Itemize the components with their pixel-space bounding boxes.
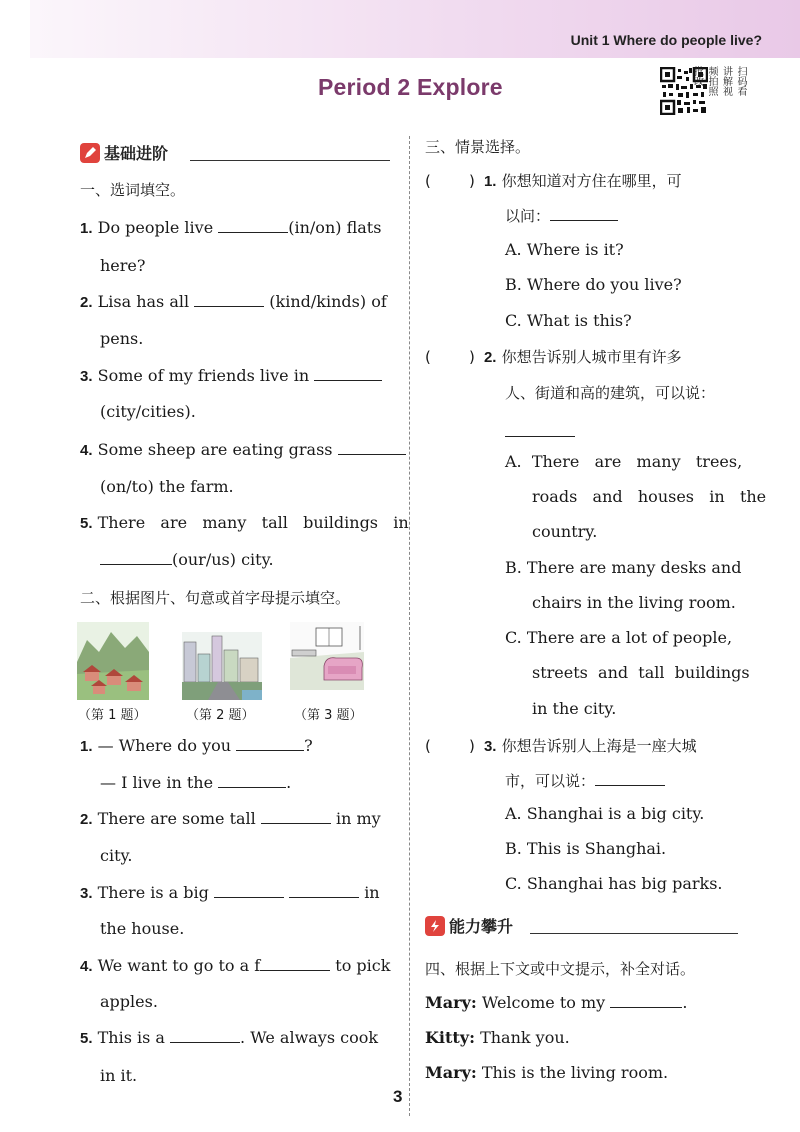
section-basic: [80, 141, 168, 164]
answer-blank[interactable]: [505, 422, 575, 437]
option-a[interactable]: A. There are many trees,: [505, 452, 743, 471]
part1-q5: 5. There are many tall buildings in: [80, 513, 409, 532]
option-b[interactable]: B. This is Shanghai.: [505, 839, 667, 858]
picture-caption-3: （第 3 题）: [294, 708, 363, 723]
living-room-picture: [290, 622, 364, 690]
qr-caption-col: 扫码看: [735, 66, 746, 96]
option-c-cont: streets and tall buildings: [532, 663, 750, 682]
answer-blank[interactable]: [218, 773, 286, 788]
part2-q3: 3. There is a big in: [80, 883, 380, 902]
answer-blank[interactable]: [214, 883, 284, 898]
village-picture: [77, 622, 149, 700]
part1-q4: 4. Some sheep are eating grass: [80, 440, 406, 459]
section-underline: [190, 160, 390, 161]
part3-q1: ( ) 1. 你想知道对方住在哪里，可: [425, 172, 682, 190]
answer-blank[interactable]: [550, 206, 618, 221]
part1-q2-cont: pens.: [100, 329, 144, 348]
page-number: 3: [393, 1087, 403, 1106]
unit-title: Unit 1 Where do people live?: [570, 32, 762, 48]
part3-q2: ( ) 2. 你想告诉别人城市里有许多: [425, 348, 682, 366]
answer-paren[interactable]: ( ): [425, 737, 475, 755]
answer-blank[interactable]: [595, 771, 665, 786]
answer-paren[interactable]: ( ): [425, 348, 475, 366]
part1-q1-cont: here?: [100, 256, 146, 275]
part3-q2-cont: 人、街道和高的建筑，可以说：: [505, 384, 716, 402]
part1-title: 一、选词填空。: [80, 181, 186, 199]
part3-q1-cont: 以问：: [505, 205, 618, 226]
part3-title: 三、情景选择。: [425, 138, 531, 156]
answer-blank[interactable]: [236, 736, 304, 751]
dialogue-line-3: Mary: This is the living room.: [425, 1063, 669, 1082]
part2-q5-cont: in it.: [100, 1066, 138, 1085]
option-b[interactable]: B. Where do you live?: [505, 275, 682, 294]
column-divider: [409, 136, 410, 1116]
part2-q5: 5. This is a . We always cook: [80, 1028, 379, 1047]
qr-caption-col: 频拍照: [706, 66, 717, 96]
answer-blank[interactable]: [261, 809, 331, 824]
part3-q3: ( ) 3. 你想告诉别人上海是一座大城: [425, 737, 697, 755]
pencil-icon: [80, 143, 100, 163]
part2-q1-cont: — I live in the .: [100, 773, 292, 792]
part2-q3-cont: the house.: [100, 919, 185, 938]
section-basic-title: 基础进阶: [104, 144, 169, 163]
part3-q3-cont: 市，可以说：: [505, 770, 665, 791]
section-advanced-title: 能力攀升: [449, 917, 514, 936]
option-a[interactable]: A. Where is it?: [505, 240, 624, 259]
part1-q5-cont: (our/us) city.: [100, 550, 274, 569]
dialogue-line-2: Kitty: Thank you.: [425, 1028, 570, 1047]
part2-q1: 1. — Where do you ?: [80, 736, 313, 755]
page-title: Period 2 Explore: [318, 74, 503, 100]
answer-blank[interactable]: [289, 883, 359, 898]
part4-title: 四、根据上下文或中文提示，补全对话。: [425, 960, 696, 978]
answer-blank[interactable]: [218, 218, 288, 233]
option-c[interactable]: C. Shanghai has big parks.: [505, 874, 723, 893]
qr-caption: [691, 66, 746, 96]
part2-q4: 4. We want to go to a f to pick: [80, 956, 391, 975]
answer-blank[interactable]: [314, 366, 382, 381]
header-band: [30, 0, 800, 58]
answer-blank[interactable]: [260, 956, 330, 971]
part1-q4-cont: (on/to) the farm.: [100, 477, 234, 496]
option-a[interactable]: A. Shanghai is a big city.: [505, 804, 705, 823]
city-picture: [182, 632, 262, 700]
option-a-cont: roads and houses in the: [532, 487, 767, 506]
section-underline: [530, 933, 738, 934]
option-c[interactable]: C. What is this?: [505, 311, 632, 330]
answer-blank[interactable]: [610, 993, 682, 1008]
dialogue-line-1: Mary: Welcome to my .: [425, 993, 688, 1012]
answer-blank[interactable]: [194, 292, 264, 307]
part2-q2: 2. There are some tall in my: [80, 809, 381, 828]
part2-q4-cont: apples.: [100, 992, 158, 1011]
option-c-cont: in the city.: [532, 699, 617, 718]
part1-q3-cont: (city/cities).: [100, 402, 196, 421]
option-a-cont: country.: [532, 522, 598, 541]
qr-caption-col: 批改: [691, 66, 703, 86]
picture-caption-1: （第 1 题）: [78, 708, 147, 723]
option-b-cont: chairs in the living room.: [532, 593, 736, 612]
part1-q1: 1. Do people live (in/on) flats: [80, 218, 382, 237]
answer-blank[interactable]: [100, 550, 172, 565]
answer-paren[interactable]: ( ): [425, 172, 475, 190]
bolt-icon: [425, 916, 445, 936]
answer-blank[interactable]: [170, 1028, 240, 1043]
part3-q2-blank: [505, 422, 575, 441]
section-advanced: [425, 914, 513, 937]
part2-title: 二、根据图片、句意或首字母提示填空。: [80, 589, 351, 607]
part1-q3: 3. Some of my friends live in: [80, 366, 382, 385]
part2-q2-cont: city.: [100, 846, 133, 865]
part1-q2: 2. Lisa has all (kind/kinds) of: [80, 292, 387, 311]
answer-blank[interactable]: [338, 440, 406, 455]
qr-caption-col: 讲解视: [720, 66, 732, 96]
option-b[interactable]: B. There are many desks and: [505, 558, 742, 577]
picture-caption-2: （第 2 题）: [186, 708, 255, 723]
option-c[interactable]: C. There are a lot of people,: [505, 628, 733, 647]
